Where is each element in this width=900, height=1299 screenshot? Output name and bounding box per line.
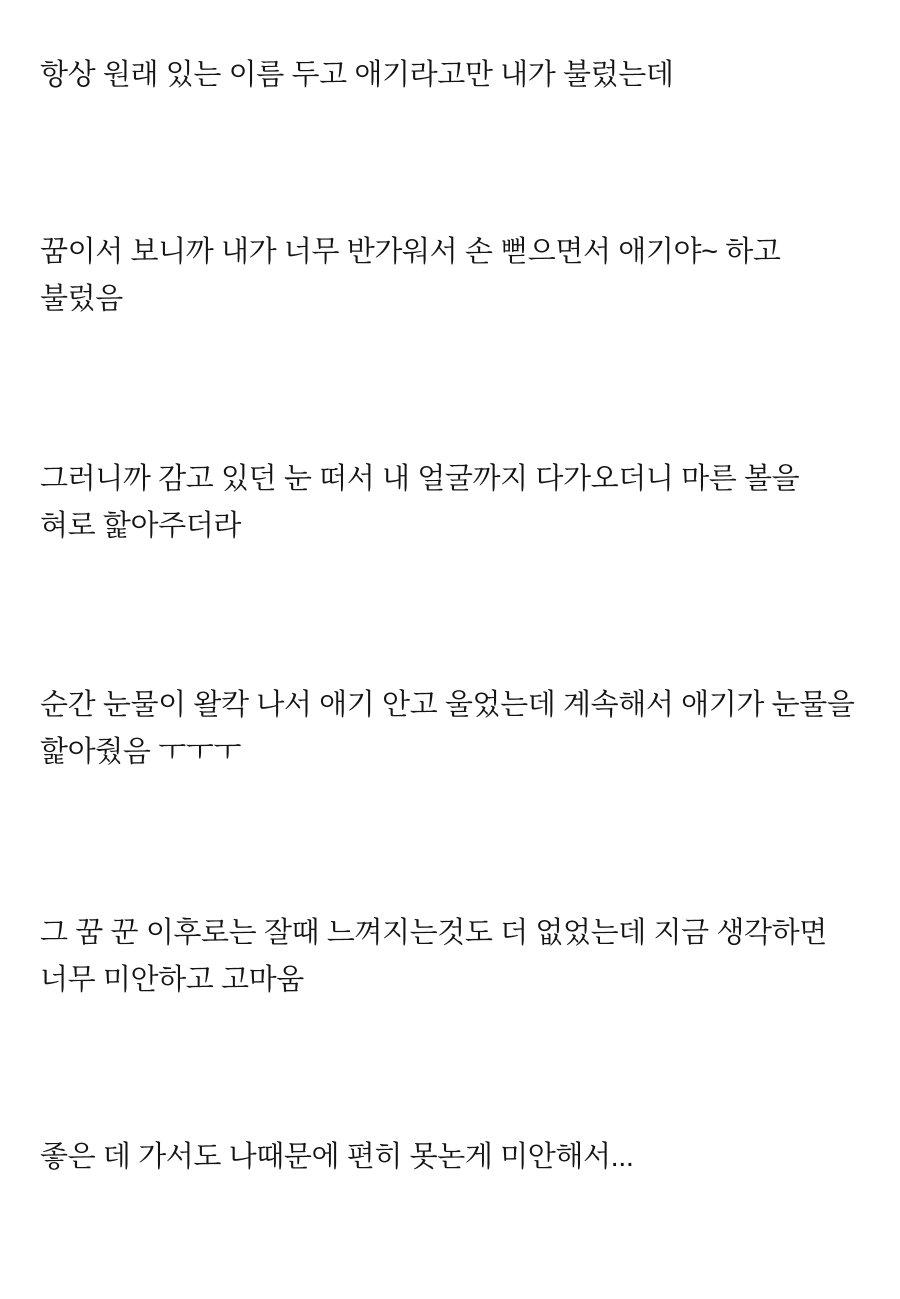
paragraph-2: 꿈이서 보니까 내가 너무 반가워서 손 뻗으면서 애기야~ 하고 불렀음: [40, 236, 789, 315]
paragraph-3: 그러니까 감고 있던 눈 떠서 내 얼굴까지 다가오더니 마른 볼을 혀로 핥아주더라: [40, 463, 807, 542]
paragraph-6: 좋은 데 가서도 나때문에 편히 못논게 미안해서...: [40, 1141, 634, 1173]
paragraph-spacer: [40, 99, 860, 229]
paragraph-spacer: [40, 1004, 860, 1134]
paragraph-spacer: [40, 323, 860, 456]
paragraph-5: 그 꿈 꾼 이후로는 잘때 느껴지는것도 더 없었는데 지금 생각하면 너무 미안하고 고마움: [40, 917, 835, 996]
paragraph-1: 항상 원래 있는 이름 두고 애기라고만 내가 불렀는데: [40, 59, 674, 91]
paragraph-spacer: [40, 550, 860, 682]
paragraph-spacer: [40, 776, 860, 910]
paragraph-4: 순간 눈물이 왈칵 나서 애기 안고 울었는데 계속해서 애기가 눈물을 핥아줬음 ㅜㅜㅜ: [40, 689, 863, 768]
